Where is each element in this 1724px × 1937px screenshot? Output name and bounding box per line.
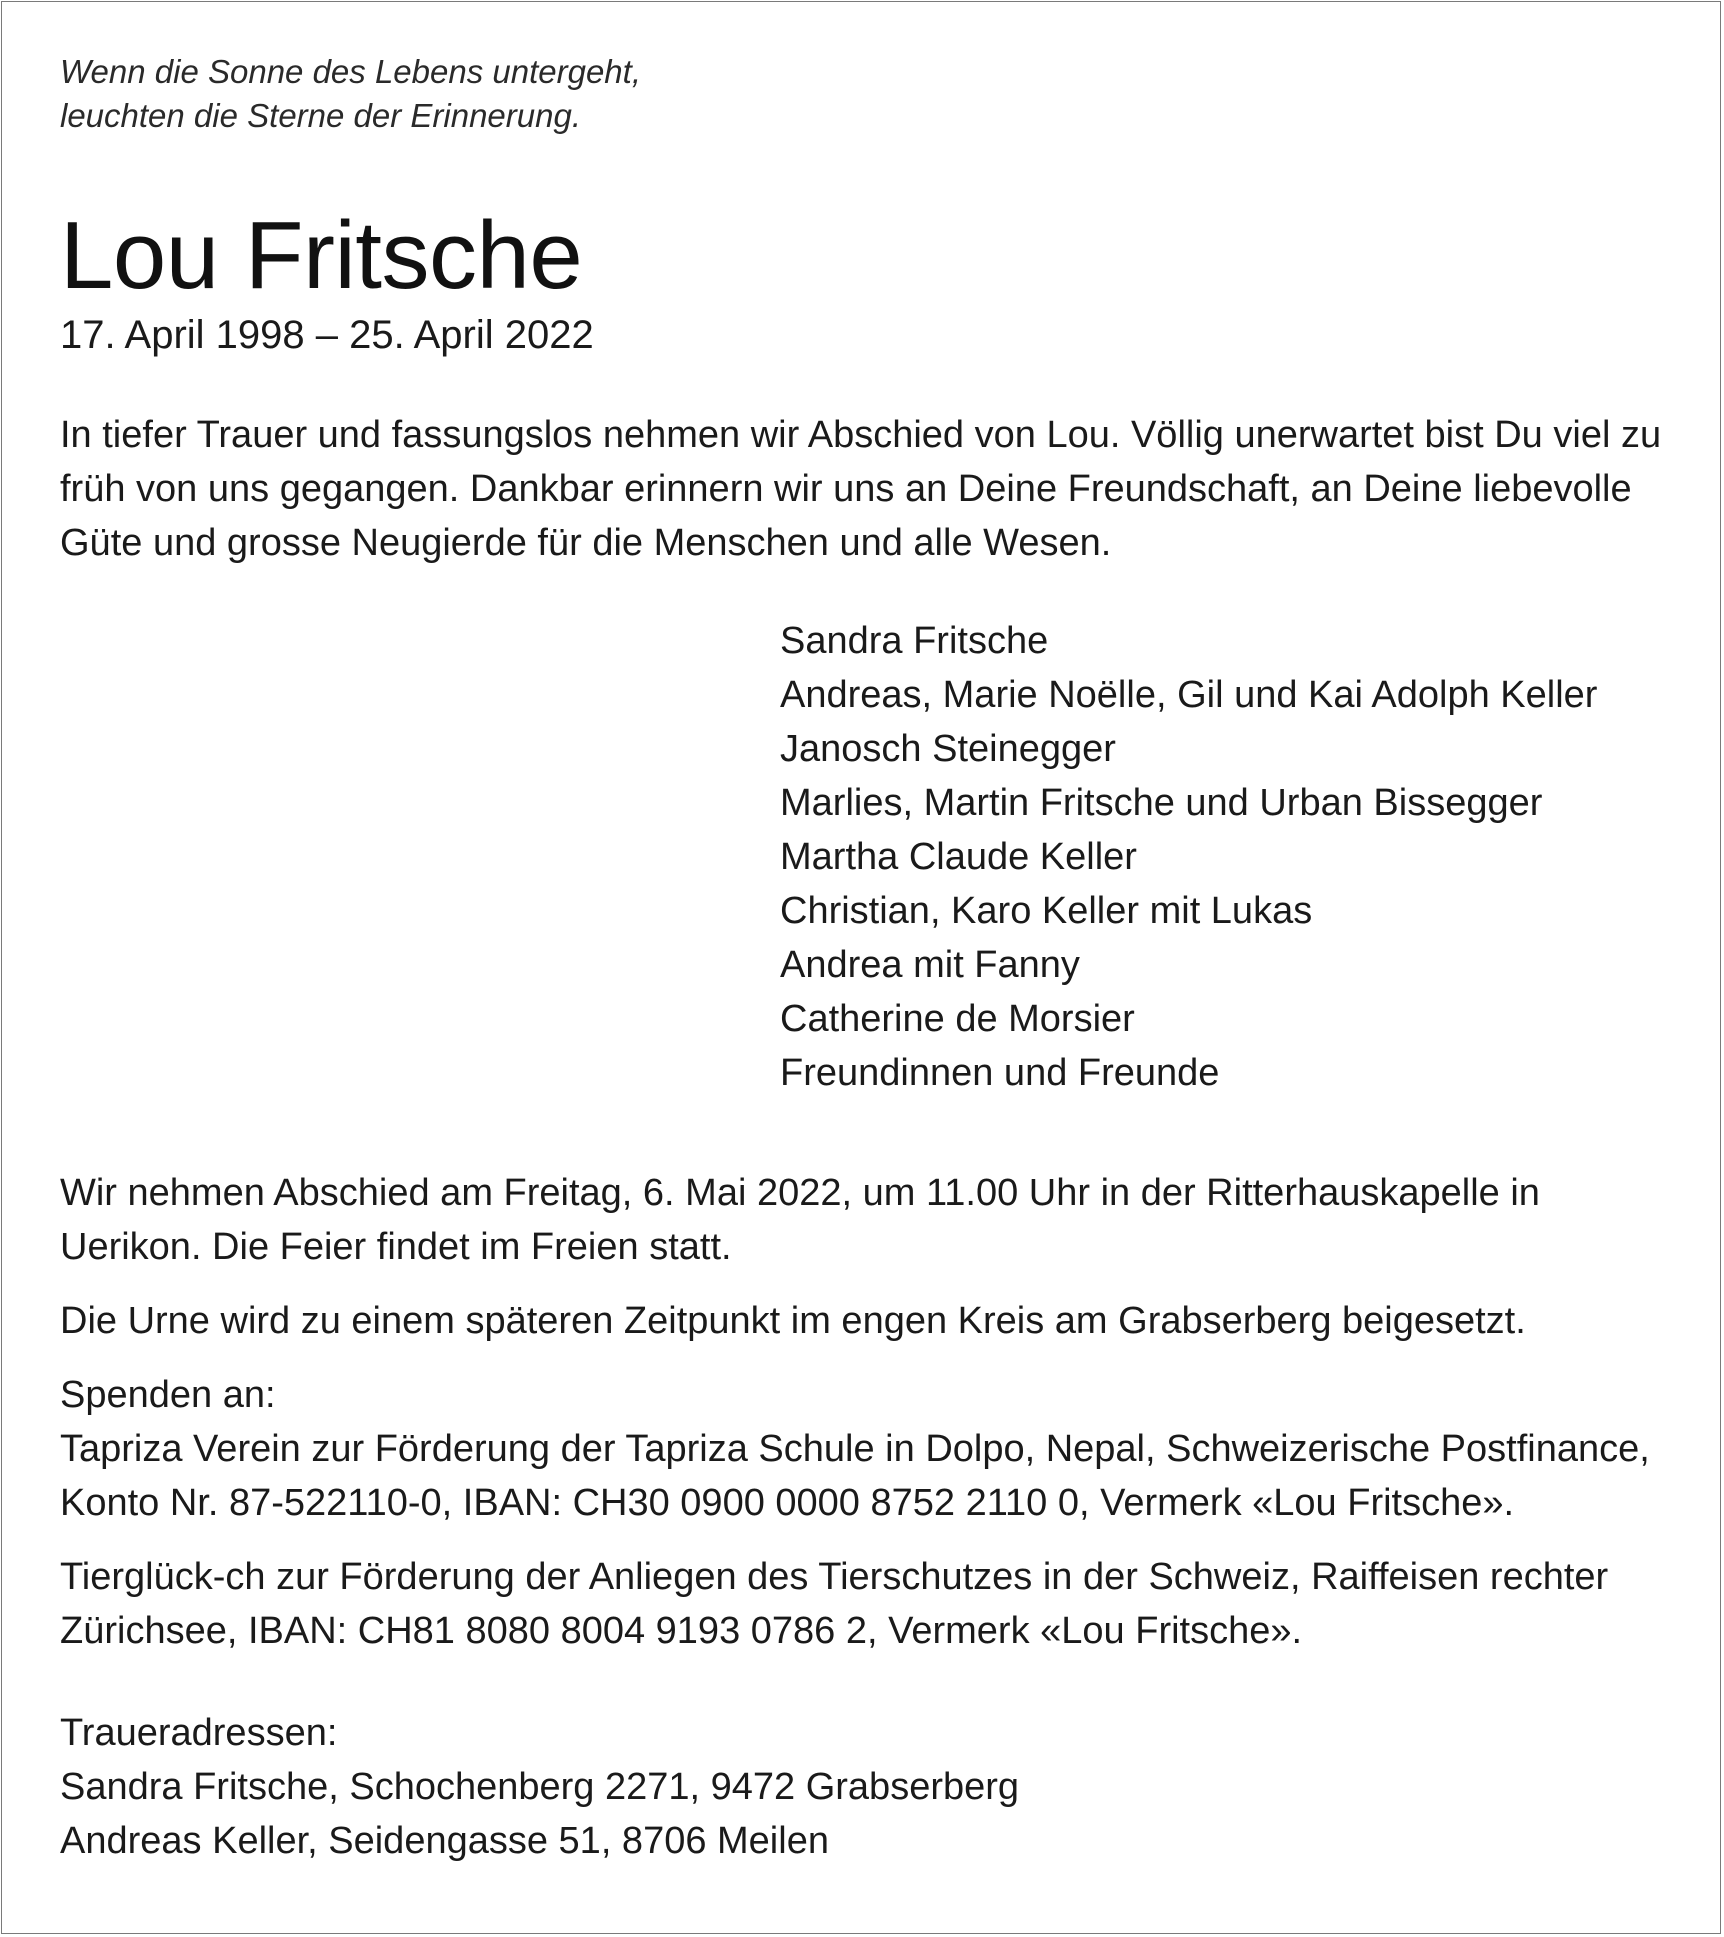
urn-paragraph: Die Urne wird zu einem späteren Zeitpunkt im engen Kreis am Grabserberg beigesetzt. (60, 1300, 1526, 1342)
donations-section (60, 1368, 1670, 1530)
address-line: Sandra Fritsche, Schochenberg 2271, 9472 Grabserberg (60, 1766, 1020, 1808)
donation-recipient: Tierglück-ch zur Förderung der Anliegen des Tierschutzes in der Schweiz, Raiffeisen rechter Zürichsee, IBAN: CH81 8080 8004 9193 0786 2, Vermerk «Lou Fritsche». (60, 1556, 1609, 1652)
motto-line: Wenn die Sonne des Lebens untergeht, (60, 53, 641, 90)
addresses-section (60, 1706, 1670, 1868)
life-dates: 17. April 1998 – 25. April 2022 (60, 313, 594, 357)
ceremony-paragraph: Wir nehmen Abschied am Freitag, 6. Mai 2022, um 11.00 Uhr in der Ritterhauskapelle in Uerikon. Die Feier findet im Freien statt. (60, 1172, 1540, 1268)
mourner-entry: Sandra Fritsche (780, 620, 1049, 662)
mourner-entry: Andrea mit Fanny (780, 944, 1080, 986)
mourner-entry: Martha Claude Keller (780, 836, 1137, 878)
mourner-entry: Andreas, Marie Noëlle, Gil und Kai Adolph Keller (780, 674, 1598, 716)
mourners-list (780, 614, 1670, 1100)
obituary-notice (60, 50, 1670, 1868)
donation-recipient: Tapriza Verein zur Förderung der Tapriza Schule in Dolpo, Nepal, Schweizerische Postfinance, Konto Nr. 87-522110-0, IBAN: CH30 0900 0000 8752 2110 0, Vermerk «Lou Fritsche». (60, 1428, 1650, 1524)
mourner-entry: Janosch Steinegger (780, 728, 1116, 770)
mourner-entry: Freundinnen und Freunde (780, 1052, 1220, 1094)
address-line: Andreas Keller, Seidengasse 51, 8706 Meilen (60, 1820, 829, 1862)
motto-line: leuchten die Sterne der Erinnerung. (60, 97, 582, 134)
mourner-entry: Christian, Karo Keller mit Lukas (780, 890, 1313, 932)
donations-heading: Spenden an: (60, 1374, 276, 1416)
mourner-entry: Catherine de Morsier (780, 998, 1135, 1040)
intro-paragraph: In tiefer Trauer und fassungslos nehmen wir Abschied von Lou. Völlig unerwartet bist Du viel zu früh von uns gegangen. Dankbar erinnern wir uns an Deine Freundschaft, an Deine liebevolle Güte und grosse Neugierde für die Menschen und alle Wesen. (60, 414, 1662, 564)
deceased-name: Lou Fritsche (60, 202, 583, 309)
mourner-entry: Marlies, Martin Fritsche und Urban Bissegger (780, 782, 1543, 824)
addresses-heading: Traueradressen: (60, 1712, 338, 1754)
motto-quote (60, 50, 1670, 138)
